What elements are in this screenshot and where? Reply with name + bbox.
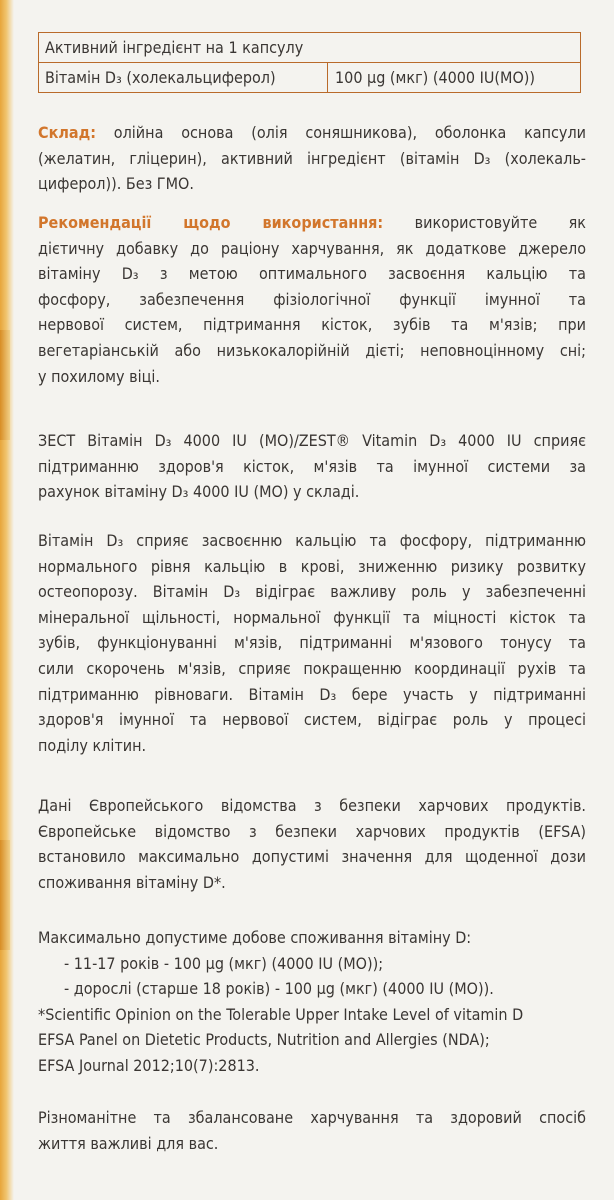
composition-line: олійна основа (олія соняшникова), оболонка капсули xyxy=(95,123,586,142)
recommendations-line: у похилому віці. xyxy=(38,366,160,386)
recommendations-line: нервової систем, підтримання кісток, зубів та м'язів; при xyxy=(38,315,586,335)
ingredient-amount: 100 μg (мкг) (4000 IU(МО)) xyxy=(335,68,536,87)
composition-line: (желатин, гліцерин), активний інгредієнт (вітамін D₃ (холекаль- xyxy=(38,148,586,168)
footnote-line: EFSA Panel on Dietetic Products, Nutrition and Allergies (NDA); xyxy=(38,1030,490,1050)
package-edge-highlight xyxy=(0,330,10,440)
recommendations-line: використовуйте як xyxy=(383,213,586,232)
closing-line: Різноманітне та збалансоване харчування та здоровий спосіб xyxy=(38,1108,586,1127)
zest-paragraph xyxy=(38,428,586,505)
package-edge xyxy=(0,0,14,1200)
benefits-line: Вітамін D₃ сприяє засвоєнню кальцію та фосфору, підтриманню xyxy=(38,531,586,550)
recommendations-line: вітаміну D₃ з метою оптимального засвоєння кальцію та xyxy=(38,264,586,284)
recommendations-label: Рекомендації щодо використання: xyxy=(38,213,384,232)
benefits-paragraph xyxy=(38,528,586,758)
table-row xyxy=(39,62,580,92)
benefits-line: нормального рівня кальцію в крові, зниженню ризику розвитку xyxy=(38,556,586,576)
recommendations-paragraph xyxy=(38,210,586,389)
composition-paragraph xyxy=(38,120,586,197)
zest-line: рахунок вітаміну D₃ 4000 IU (МО) у складі. xyxy=(38,482,360,502)
table-header: Активний інгредієнт на 1 капсулу xyxy=(45,38,304,57)
benefits-line: підтриманню рівноваги. Вітамін D₃ бере участь у підтриманні xyxy=(38,684,586,704)
benefits-line: поділу клітин. xyxy=(38,735,147,755)
max-intake-item: - 11-17 років - 100 μg (мкг) (4000 IU (МО)); xyxy=(64,953,384,973)
recommendations-line: фосфору, забезпечення фізіологічної функції імунної та xyxy=(38,289,586,309)
composition-line: циферол)). Без ГМО. xyxy=(38,174,194,194)
closing-line: життя важливі для вас. xyxy=(38,1133,219,1153)
benefits-line: зубів, функціонуванні м'язів, підтриманні м'язового тонусу та xyxy=(38,633,586,653)
benefits-line: сили скорочень м'язів, сприяє покращенню координації рухів та xyxy=(38,658,586,678)
efsa-paragraph xyxy=(38,793,586,895)
footnote-line: EFSA Journal 2012;10(7):2813. xyxy=(38,1055,260,1075)
max-intake-section xyxy=(38,925,586,1079)
package-edge-highlight xyxy=(0,840,10,950)
ingredient-name: Вітамін D₃ (холекальциферол) xyxy=(39,63,328,92)
max-intake-item: - дорослі (старше 18 років) - 100 μg (мкг) (4000 IU (МО)). xyxy=(64,979,494,999)
closing-paragraph xyxy=(38,1105,586,1156)
efsa-line: Європейське відомство з безпеки харчових продуктів (EFSA) xyxy=(38,821,586,841)
benefits-line: остеопорозу. Вітамін D₃ відіграє важливу роль у забезпеченні xyxy=(38,582,586,602)
efsa-line: Дані Європейського відомства з безпеки харчових продуктів. xyxy=(38,796,586,815)
recommendations-line: вегетаріанській або низькокалорійній дієті; неповноцінному сні; xyxy=(38,340,586,360)
composition-label: Склад: xyxy=(38,123,96,142)
table-header-row xyxy=(39,33,580,62)
max-intake-title: Максимально допустиме добове споживання вітаміну D: xyxy=(38,928,472,947)
efsa-line: споживання вітаміну D*. xyxy=(38,872,226,892)
zest-line: ЗЕСТ Вітамін D₃ 4000 IU (МО)/ZEST® Vitamin D₃ 4000 IU сприяє xyxy=(38,431,586,450)
benefits-line: здоров'я імунної та нервової систем, відіграє роль у процесі xyxy=(38,710,586,730)
active-ingredient-table xyxy=(38,32,581,93)
recommendations-line: дієтичну добавку до раціону харчування, як додаткове джерело xyxy=(38,238,586,258)
efsa-line: встановило максимально допустимі значення для щоденної дози xyxy=(38,847,586,867)
zest-line: підтриманню здоров'я кісток, м'язів та імунної системи за xyxy=(38,456,586,476)
footnote-line: *Scientific Opinion on the Tolerable Upper Intake Level of vitamin D xyxy=(38,1004,524,1024)
benefits-line: мінеральної щільності, нормальної функції та міцності кісток та xyxy=(38,607,586,627)
